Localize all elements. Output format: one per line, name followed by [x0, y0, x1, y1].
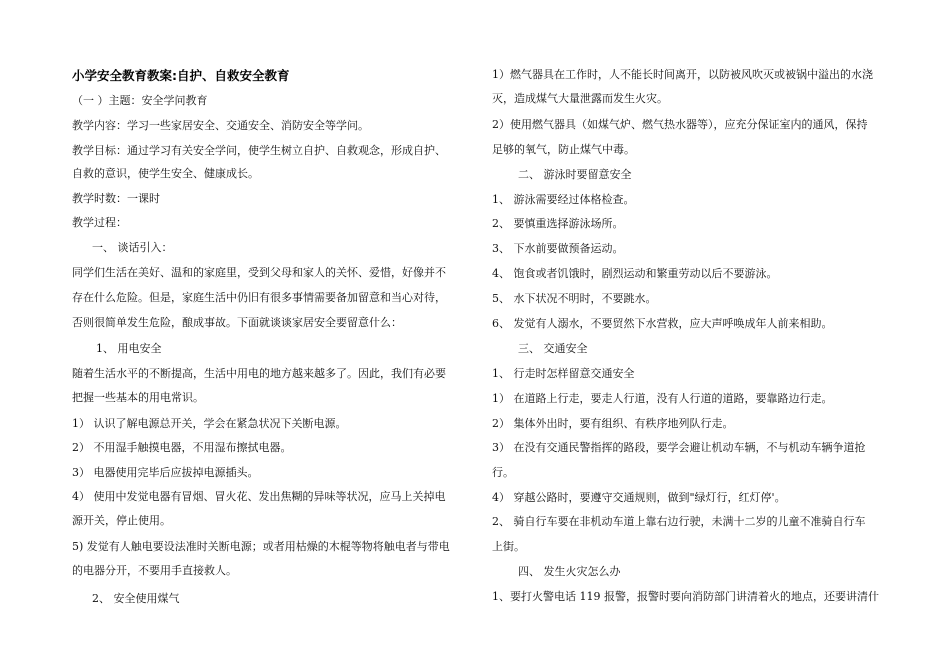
text-line: 3、 下水前要做预备运动。 [492, 242, 624, 255]
text-line: 教学时数：一课时 [72, 192, 160, 205]
text-line: 教学目标：通过学习有关安全学问，使学生树立自护、自救观念，形成自护、 [72, 144, 446, 157]
text-line: 5、 水下状况不明时，不要跳水。 [492, 292, 657, 305]
text-line: 2、 骑自行车要在非机动车道上靠右边行驶，未满十二岁的儿童不准骑自行车 [492, 515, 866, 528]
text-line: 1、 游泳需要经过体格检查。 [492, 193, 635, 206]
text-line: 自救的意识，使学生安全、健康成长。 [72, 167, 259, 180]
text-line: 教学内容：学习一些家居安全、交通安全、消防安全等学问。 [72, 119, 369, 132]
text-line: 灭，造成煤气大量泄露而发生火灾。 [492, 92, 668, 105]
text-line: 否则很简单发生危险，酿成事故。下面就谈谈家居安全要留意什么： [72, 316, 402, 329]
text-line: 3） 在没有交通民警指挥的路段，要学会避让机动车辆，不与机动车辆争道抢 [492, 441, 866, 454]
text-line: 2） 不用湿手触摸电器，不用湿布擦拭电器。 [72, 441, 292, 454]
text-line: 2） 集体外出时，要有组织、有秩序地列队行走。 [492, 417, 734, 430]
text-line: 1、 行走时怎样留意交通安全 [492, 367, 635, 380]
text-line: 5) 发觉有人触电要设法准时关断电源；或者用枯燥的木棍等物将触电者与带电 [72, 540, 450, 553]
text-line: 1、要打火警电话 119 报警，报警时要向消防部门讲清着火的地点，还要讲清什 [492, 590, 879, 603]
text-line: 三、 交通安全 [518, 342, 588, 355]
text-line: 6、 发觉有人溺水，不要贸然下水营救，应大声呼唤成年人前来相助。 [492, 317, 833, 330]
text-line: 1） 认识了解电源总开关，学会在紧急状况下关断电源。 [72, 417, 347, 430]
text-line: 足够的氧气，防止煤气中毒。 [492, 143, 635, 156]
text-line: 源开关，停止使用。 [72, 514, 171, 527]
text-line: 的电器分开，不要用手直接救人。 [72, 564, 237, 577]
text-line: 2）使用燃气器具（如煤气炉、燃气热水器等），应充分保证室内的通风，保持 [492, 118, 868, 131]
text-line: 1、 用电安全 [96, 342, 162, 355]
text-line: 行。 [492, 466, 514, 479]
text-line: 一、 谈话引入： [92, 241, 173, 254]
text-line: 1）燃气器具在工作时，人不能长时间离开，以防被风吹灭或被锅中溢出的水浇 [492, 68, 873, 81]
text-line: 4） 穿越公路时，要遵守交通规则，做到"绿灯行，红灯停'。 [492, 491, 786, 504]
text-line: 2、 要慎重选择游泳场所。 [492, 217, 624, 230]
text-line: 同学们生活在美好、温和的家庭里，受到父母和家人的关怀、爱惜，好像并不 [72, 266, 446, 279]
text-line: 上街。 [492, 540, 525, 553]
document-title: 小学安全教育教案:自护、自救安全教育 [72, 68, 290, 83]
text-line: 2、 安全使用煤气 [92, 592, 180, 605]
text-line: 存在什么危险。但是，家庭生活中仍旧有很多事情需要备加留意和当心对待， [72, 291, 446, 304]
text-line: 四、 发生火灾怎么办 [518, 565, 621, 578]
text-line: （一 ）主题：安全学问教育 [72, 94, 208, 107]
text-line: 教学过程： [72, 216, 127, 229]
text-line: 随着生活水平的不断提高，生活中用电的地方越来越多了。因此，我们有必要 [72, 367, 446, 380]
text-line: 把握一些基本的用电常识。 [72, 391, 204, 404]
text-line: 1） 在道路上行走，要走人行道，没有人行道的道路，要靠路边行走。 [492, 392, 833, 405]
text-line: 4、 饱食或者饥饿时，剧烈运动和繁重劳动以后不要游泳。 [492, 267, 778, 280]
text-line: 3） 电器使用完毕后应拔掉电源插头。 [72, 466, 259, 479]
text-line: 4） 使用中发觉电器有冒烟、冒火花、发出焦糊的异味等状况，应马上关掉电 [72, 490, 446, 503]
text-line: 二、 游泳时要留意安全 [518, 168, 632, 181]
